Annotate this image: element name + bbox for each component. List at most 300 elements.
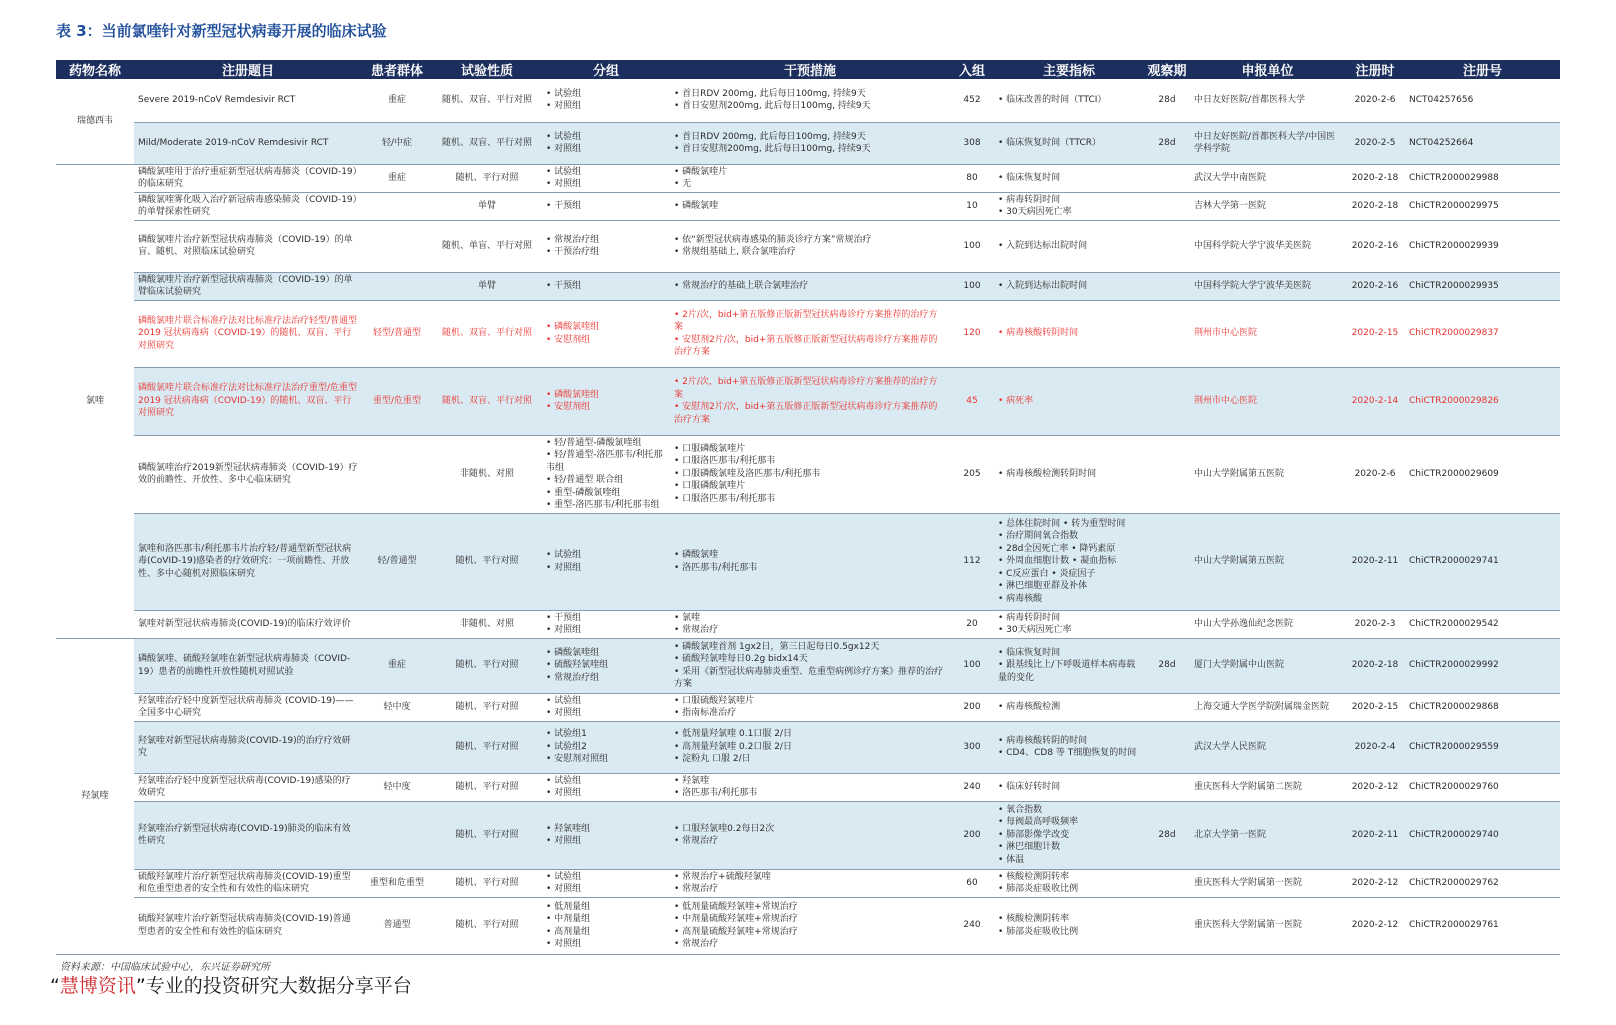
table-row [56,300,1560,367]
trial-title-cell: 磷酸氯喹治疗2019新型冠状病毒肺炎（COVID-19）疗效的前瞻性、开放性、多中心临床研究 [134,435,362,513]
groups-cell-line: • 对照组 [546,836,582,846]
interventions-cell [670,220,950,272]
nature-cell: 随机、平行对照 [432,721,542,773]
table-row [56,638,1560,693]
sponsor-cell: 重庆医科大学附属第一医院 [1190,897,1345,954]
groups-cell-line: • 试验组 [546,166,582,177]
indicators-cell-line: • 病毒核酸检测 [998,701,1061,712]
nature-cell: 随机、平行对照 [432,801,542,869]
indicators-cell-line: • 肺部影像学改变 [998,829,1070,840]
header-cell: 药物名称 [56,60,134,79]
drug-name-cell: 瑞德西韦 [56,79,134,164]
trial-title-cell: 磷酸氯喹片治疗新型冠状病毒肺炎（COVID-19）的单盲、随机、对照临床试验研究 [134,220,362,272]
header-cell: 注册时 [1345,60,1405,79]
groups-cell-line: • 对照组 [546,884,582,894]
registration-cell: ChiCTR2000029760 [1405,773,1560,801]
registration-cell: ChiCTR2000029609 [1405,435,1560,513]
groups-cell-line: • 对照组 [546,708,582,718]
indicators-cell [994,869,1144,897]
date-cell: 2020-2-4 [1345,721,1405,773]
groups-cell-line: • 磷酸氯喹组 [546,647,600,658]
period-cell: 28d [1144,79,1190,122]
period-cell [1144,367,1190,435]
trial-title-cell: 羟氯喹治疗轻中度新型冠状病毒肺炎 (COVID-19)——全国多中心研究 [134,693,362,721]
interventions-cell-line: • 安慰剂2片/次，bid+第五版修正版新型冠状病毒诊疗方案推荐的治疗方案 [674,334,938,357]
header-cell: 申报单位 [1190,60,1345,79]
indicators-cell-line: • 跟基线比上/下呼吸道样本病毒载量的变化 [998,660,1136,683]
trial-title-cell: 氯喹和洛匹那韦/利托那韦片治疗轻/普通型新型冠状病毒(CoVID-19)感染者的疗效研究：一项前瞻性、开放性、多中心随机对照临床研究 [134,513,362,610]
sponsor-cell: 重庆医科大学附属第二医院 [1190,773,1345,801]
groups-cell-line: • 轻/普通型-磷酸氯喹组 [546,437,642,448]
header-cell: 主要指标 [994,60,1144,79]
groups-cell-line: • 低剂量组 [546,901,591,912]
indicators-cell-line: • 临床恢复时间 [998,172,1061,183]
trial-title-cell: Severe 2019-nCoV Remdesivir RCT [134,79,362,122]
registration-cell: NCT04252664 [1405,122,1560,164]
interventions-cell [670,122,950,164]
indicators-cell-line: • 核酸检测阴转率 [998,914,1070,924]
interventions-cell-line: • 首日安慰剂200mg, 此后每日100mg, 持续9天 [674,144,871,154]
groups-cell [542,721,670,773]
enrolled-cell: 240 [950,897,994,954]
groups-cell-line: • 试验组 [546,871,582,882]
interventions-cell-line: • 洛匹那韦/利托那韦 [674,562,758,573]
indicators-cell-line: • 30天病因死亡率 [998,625,1072,635]
interventions-cell-line: • 口服磷酸氯喹片 [674,481,746,492]
period-cell [1144,272,1190,300]
table-row [56,773,1560,801]
period-cell [1144,869,1190,897]
interventions-cell-line: • 口服洛匹那韦/利托那韦 [674,493,776,504]
registration-cell: ChiCTR2000029935 [1405,272,1560,300]
groups-cell [542,164,670,192]
interventions-cell-line: • 高剂量羟氯喹 0.2口服 2/日 [674,741,792,752]
interventions-cell-line: • 口服硫酸羟氯喹片 [674,695,755,706]
nature-cell: 随机、平行对照 [432,513,542,610]
interventions-cell [670,721,950,773]
watermark [50,971,412,998]
sponsor-cell: 荆州市中心医院 [1190,367,1345,435]
groups-cell-line: • 对照组 [546,179,582,189]
period-cell: 28d [1144,638,1190,693]
enrolled-cell: 45 [950,367,994,435]
interventions-cell-line: • 磷酸氯喹首剂 1gx2日，第三日起每日0.5gx12天 [674,641,880,652]
indicators-cell-line: • 病毒核酸转阴时间 [998,328,1079,339]
interventions-cell-line: • 磷酸氯喹 [674,550,719,560]
clinical-trials-table [56,60,1560,955]
nature-cell: 随机、平行对照 [432,164,542,192]
period-cell [1144,164,1190,192]
groups-cell-line: • 常规治疗组 [546,234,600,245]
groups-cell-line: • 对照组 [546,562,582,573]
registration-cell: ChiCTR2000029868 [1405,693,1560,721]
trial-title-cell: 硫酸羟氯喹片治疗新型冠状病毒肺炎(COVID-19)重型和危重型患者的安全性和有效性的临床研究 [134,869,362,897]
indicators-cell-line: • 核酸检测阴转率 [998,871,1070,882]
table-row [56,122,1560,164]
interventions-cell-line: • 首日RDV 200mg, 此后每日100mg, 持续9天 [674,131,866,142]
date-cell: 2020-2-6 [1345,435,1405,513]
groups-cell [542,122,670,164]
population-cell [362,220,432,272]
sponsor-cell: 中山大学附属第五医院 [1190,435,1345,513]
interventions-cell [670,272,950,300]
header-cell: 入组 [950,60,994,79]
groups-cell [542,192,670,220]
indicators-cell-line: • 淋巴细胞亚群及补体 [998,581,1088,592]
indicators-cell-line: • 入院到达标出院时间 [998,240,1088,251]
groups-cell-line: • 对照组 [546,625,582,635]
population-cell: 轻型/普通型 [362,300,432,367]
interventions-cell [670,801,950,869]
table-row [56,869,1560,897]
groups-cell-line: • 试验组1 [546,729,587,740]
groups-cell-line: • 磷酸氯喹组 [546,389,600,400]
interventions-cell-line: • 磷酸氯喹 [674,200,719,211]
sponsor-cell: 吉林大学第一医院 [1190,192,1345,220]
table-row [56,721,1560,773]
interventions-cell-line: • 指南标准治疗 [674,708,737,718]
groups-cell [542,897,670,954]
groups-cell [542,773,670,801]
population-cell: 轻/中症 [362,122,432,164]
watermark-text: 专业的投资研究大数据分享平台 [145,975,412,997]
indicators-cell-line: • 治疗期间氧合指数 [998,531,1079,542]
groups-cell-line: • 高剂量组 [546,926,591,937]
header-cell: 干预措施 [670,60,950,79]
trial-title-cell: 氯喹对新型冠状病毒肺炎(COVID-19)的临床疗效评价 [134,610,362,638]
interventions-cell-line: • 淀粉丸 口服 2/日 [674,754,751,765]
trial-title-cell: 磷酸氯喹片联合标准疗法对比标准疗法治疗重型/危重型 2019 冠状病毒病（COVID-19）的随机、双盲、平行对照研究 [134,367,362,435]
nature-cell: 随机、单盲、平行对照 [432,220,542,272]
interventions-cell-line: • 口服磷酸氯喹及洛匹那韦/利托那韦 [674,468,821,479]
indicators-cell-line: • 体温 [998,854,1025,865]
population-cell [362,435,432,513]
sponsor-cell: 中国科学院大学宁波华美医院 [1190,220,1345,272]
registration-cell: ChiCTR2000029762 [1405,869,1560,897]
groups-cell [542,638,670,693]
header-row [56,60,1560,79]
groups-cell-line: • 羟氯喹组 [546,823,591,834]
indicators-cell [994,693,1144,721]
interventions-cell-line: • 常规治疗 [674,884,719,894]
registration-cell: ChiCTR2000029741 [1405,513,1560,610]
groups-cell-line: • 对照组 [546,788,582,798]
interventions-cell-line: • 口服磷酸氯喹片 [674,443,746,454]
header-cell: 注册题目 [134,60,362,79]
indicators-cell-line: • 临床恢复时间（TTCR） [998,137,1102,148]
sponsor-cell: 中日友好医院/首都医科大学/中国医学科学院 [1190,122,1345,164]
table-row [56,513,1560,610]
enrolled-cell: 205 [950,435,994,513]
interventions-cell-line: • 口服洛匹那韦/利托那韦 [674,456,776,467]
source-note: 资料来源：中国临床试验中心，东兴证券研究所 [60,962,270,973]
population-cell [362,272,432,300]
sponsor-cell: 中日友好医院/首都医科大学 [1190,79,1345,122]
interventions-cell-line: • 硫酸羟氯喹每日0.2g bidx14天 [674,654,808,664]
period-cell [1144,610,1190,638]
table-body [56,79,1560,954]
table-row [56,801,1560,869]
indicators-cell-line: • 每阀最高呼吸频率 [998,817,1079,828]
registration-cell: NCT04257656 [1405,79,1560,122]
population-cell: 重症 [362,164,432,192]
groups-cell [542,220,670,272]
registration-cell: ChiCTR2000029988 [1405,164,1560,192]
registration-cell: ChiCTR2000029826 [1405,367,1560,435]
date-cell: 2020-2-18 [1345,164,1405,192]
population-cell [362,801,432,869]
period-cell [1144,192,1190,220]
nature-cell: 非随机、对照 [432,435,542,513]
sponsor-cell: 重庆医科大学附属第一医院 [1190,869,1345,897]
indicators-cell-line: • 临床改善的时间（TTCI） [998,95,1107,105]
date-cell: 2020-2-15 [1345,300,1405,367]
groups-cell [542,513,670,610]
groups-cell-line: • 试验组 [546,550,582,560]
table-row [56,192,1560,220]
groups-cell-line: • 重型-磷酸氯喹组 [546,487,621,498]
population-cell: 重症 [362,79,432,122]
interventions-cell-line: • 常规治疗 [674,625,719,635]
trial-title-cell: 磷酸氯喹片联合标准疗法对比标准疗法治疗轻型/普通型 2019 冠状病毒病（COVID-19）的随机、双盲、平行对照研究 [134,300,362,367]
interventions-cell [670,869,950,897]
date-cell: 2020-2-12 [1345,773,1405,801]
registration-cell: ChiCTR2000029740 [1405,801,1560,869]
interventions-cell-line: • 2片/次，bid+第五版修正版新型冠状病毒诊疗方案推荐的治疗方案 [674,309,938,332]
groups-cell-line: • 试验组 [546,775,582,786]
indicators-cell-line: • 临床恢复时间 [998,647,1061,658]
enrolled-cell: 240 [950,773,994,801]
indicators-cell [994,721,1144,773]
interventions-cell [670,693,950,721]
population-cell: 轻/普通型 [362,513,432,610]
nature-cell: 随机、平行对照 [432,638,542,693]
enrolled-cell: 120 [950,300,994,367]
groups-cell-line: • 对照组 [546,939,582,949]
enrolled-cell: 452 [950,79,994,122]
nature-cell: 单臂 [432,192,542,220]
indicators-cell [994,192,1144,220]
date-cell: 2020-2-18 [1345,638,1405,693]
indicators-cell-line: • 病毒核酸转阴的时间 [998,735,1088,746]
groups-cell-line: • 试验组2 [546,741,587,752]
interventions-cell-line: • 口服羟氯喹0.2每日2次 [674,823,775,834]
trial-title-cell: 羟氯喹对新型冠状病毒肺炎(COVID-19)的治疗疗效研究 [134,721,362,773]
groups-cell-line: • 中剂量组 [546,914,591,924]
registration-cell: ChiCTR2000029837 [1405,300,1560,367]
groups-cell [542,801,670,869]
table-row [56,79,1560,122]
interventions-cell-line: • 常规组基础上, 联合氯喹治疗 [674,247,796,257]
trial-title-cell: 磷酸氯喹用于治疗重症新型冠状病毒肺炎（COVID-19）的临床研究 [134,164,362,192]
registration-cell: ChiCTR2000029975 [1405,192,1560,220]
interventions-cell-line: • 首日RDV 200mg, 此后每日100mg, 持续9天 [674,88,866,99]
date-cell: 2020-2-12 [1345,869,1405,897]
indicators-cell [994,610,1144,638]
registration-cell: ChiCTR2000029542 [1405,610,1560,638]
indicators-cell [994,367,1144,435]
nature-cell: 随机、双盲、平行对照 [432,300,542,367]
indicators-cell-line: • 病毒核酸检测转阴时间 [998,468,1097,479]
header-cell: 观察期 [1144,60,1190,79]
groups-cell-line: • 常规治疗组 [546,672,600,683]
indicators-cell-line: • 肺部炎症吸收比例 [998,926,1079,937]
table-row [56,897,1560,954]
interventions-cell [670,164,950,192]
trial-title-cell: 硫酸羟氯喹片治疗新型冠状病毒肺炎(COVID-19)普通型患者的安全性和有效性的临床研究 [134,897,362,954]
indicators-cell [994,801,1144,869]
nature-cell: 单臂 [432,272,542,300]
header-cell: 患者群体 [362,60,432,79]
interventions-cell-line: • 常规治疗 [674,836,719,846]
interventions-cell-line: • 羟氯喹 [674,775,710,786]
interventions-cell-line: • 首日安慰剂200mg, 此后每日100mg, 持续9天 [674,101,871,112]
groups-cell [542,610,670,638]
period-cell [1144,897,1190,954]
interventions-cell-line: • 洛匹那韦/利托那韦 [674,788,758,798]
period-cell [1144,300,1190,367]
nature-cell: 随机、双盲、平行对照 [432,79,542,122]
trial-title-cell: 羟氯喹治疗轻中度新型冠状病毒(COVID-19)感染的疗效研究 [134,773,362,801]
groups-cell-line: • 试验组 [546,131,582,142]
population-cell: 重型和危重型 [362,869,432,897]
watermark-quote-open: “ [50,975,60,997]
registration-cell: ChiCTR2000029559 [1405,721,1560,773]
header-cell: 注册号 [1405,60,1560,79]
period-cell [1144,693,1190,721]
table-row [56,367,1560,435]
indicators-cell [994,164,1144,192]
date-cell: 2020-2-16 [1345,272,1405,300]
interventions-cell-line: • 低剂量硫酸羟氯喹+常规治疗 [674,901,798,912]
interventions-cell [670,638,950,693]
table-row [56,435,1560,513]
period-cell [1144,220,1190,272]
indicators-cell-line: • 肺部炎症吸收比例 [998,884,1079,894]
groups-cell [542,272,670,300]
interventions-cell [670,897,950,954]
table-row [56,610,1560,638]
interventions-cell [670,610,950,638]
sponsor-cell: 上海交通大学医学院附属瑞金医院 [1190,693,1345,721]
enrolled-cell: 308 [950,122,994,164]
sponsor-cell: 中山大学附属第五医院 [1190,513,1345,610]
interventions-cell-line: • 常规治疗的基础上联合氯喹治疗 [674,280,809,291]
enrolled-cell: 100 [950,272,994,300]
date-cell: 2020-2-12 [1345,897,1405,954]
registration-cell: ChiCTR2000029939 [1405,220,1560,272]
groups-cell-line: • 干预治疗组 [546,247,600,257]
population-cell [362,192,432,220]
date-cell: 2020-2-16 [1345,220,1405,272]
table-row [56,693,1560,721]
nature-cell: 随机、双盲、平行对照 [432,122,542,164]
sponsor-cell: 武汉大学中南医院 [1190,164,1345,192]
period-cell [1144,435,1190,513]
enrolled-cell: 200 [950,693,994,721]
table-row [56,272,1560,300]
population-cell: 轻中度 [362,773,432,801]
groups-cell [542,869,670,897]
indicators-cell-line: • 入院到达标出院时间 [998,280,1088,291]
indicators-cell-line: • CD4、CD8 等 T细胞恢复的时间 [998,748,1137,758]
sponsor-cell: 武汉大学人民医院 [1190,721,1345,773]
enrolled-cell: 60 [950,869,994,897]
indicators-cell [994,79,1144,122]
nature-cell: 非随机、对照 [432,610,542,638]
date-cell: 2020-2-11 [1345,513,1405,610]
date-cell: 2020-2-18 [1345,192,1405,220]
trial-title-cell: 磷酸氯喹、硫酸羟氯喹在新型冠状病毒肺炎（COVID-19）患者的前瞻性开放性随机对照试验 [134,638,362,693]
period-cell: 28d [1144,801,1190,869]
interventions-cell [670,435,950,513]
interventions-cell [670,192,950,220]
period-cell: 28d [1144,122,1190,164]
indicators-cell-line: • 总体住院时间 • 转为重型时间 [998,518,1126,529]
trial-title-cell: 磷酸氯喹片治疗新型冠状病毒肺炎（COVID-19）的单臂临床试验研究 [134,272,362,300]
header-cell: 分组 [542,60,670,79]
groups-cell-line: • 对照组 [546,144,582,154]
enrolled-cell: 20 [950,610,994,638]
sponsor-cell: 北京大学第一医院 [1190,801,1345,869]
groups-cell-line: • 安慰剂对照组 [546,754,609,765]
date-cell: 2020-2-14 [1345,367,1405,435]
interventions-cell [670,773,950,801]
groups-cell-line: • 试验组 [546,88,582,99]
groups-cell-line: • 干预组 [546,612,582,623]
interventions-cell-line: • 中剂量硫酸羟氯喹+常规治疗 [674,914,798,924]
trial-title-cell: Mild/Moderate 2019-nCoV Remdesivir RCT [134,122,362,164]
groups-cell [542,79,670,122]
groups-cell-line: • 干预组 [546,280,582,291]
trial-title-cell: 羟氯喹治疗新型冠状病毒(COVID-19)肺炎的临床有效性研究 [134,801,362,869]
interventions-cell-line: • 常规治疗 [674,939,719,949]
interventions-cell-line: • 低剂量羟氯喹 0.1口服 2/日 [674,729,792,740]
indicators-cell [994,272,1144,300]
enrolled-cell: 112 [950,513,994,610]
interventions-cell-line: • 磷酸氯喹片 [674,166,728,177]
groups-cell-line: • 安慰剂组 [546,334,591,345]
groups-cell-line: • 对照组 [546,101,582,112]
period-cell [1144,721,1190,773]
population-cell: 重型/危重型 [362,367,432,435]
interventions-cell-line: • 依“新型冠状病毒感染的肺炎诊疗方案”常规治疗 [674,234,872,245]
indicators-cell [994,513,1144,610]
enrolled-cell: 80 [950,164,994,192]
interventions-cell-line: • 常规治疗+硫酸羟氯喹 [674,871,771,882]
enrolled-cell: 100 [950,220,994,272]
groups-cell-line: • 安慰剂组 [546,402,591,412]
population-cell: 重症 [362,638,432,693]
indicators-cell-line: • 28d全因死亡率 • 降钙素原 [998,543,1116,554]
date-cell: 2020-2-5 [1345,122,1405,164]
groups-cell-line: • 试验组 [546,695,582,706]
sponsor-cell: 中山大学孙逸仙纪念医院 [1190,610,1345,638]
watermark-brand: 慧博资讯 [59,975,136,997]
header-cell: 试验性质 [432,60,542,79]
enrolled-cell: 10 [950,192,994,220]
interventions-cell [670,300,950,367]
sponsor-cell: 厦门大学附属中山医院 [1190,638,1345,693]
indicators-cell-line: • 病毒转阴时间 [998,194,1061,205]
date-cell: 2020-2-11 [1345,801,1405,869]
sponsor-cell: 中国科学院大学宁波华美医院 [1190,272,1345,300]
nature-cell: 随机、平行对照 [432,693,542,721]
nature-cell: 随机、平行对照 [432,869,542,897]
interventions-cell-line: • 氯喹 [674,612,701,623]
population-cell [362,610,432,638]
population-cell: 普通型 [362,897,432,954]
